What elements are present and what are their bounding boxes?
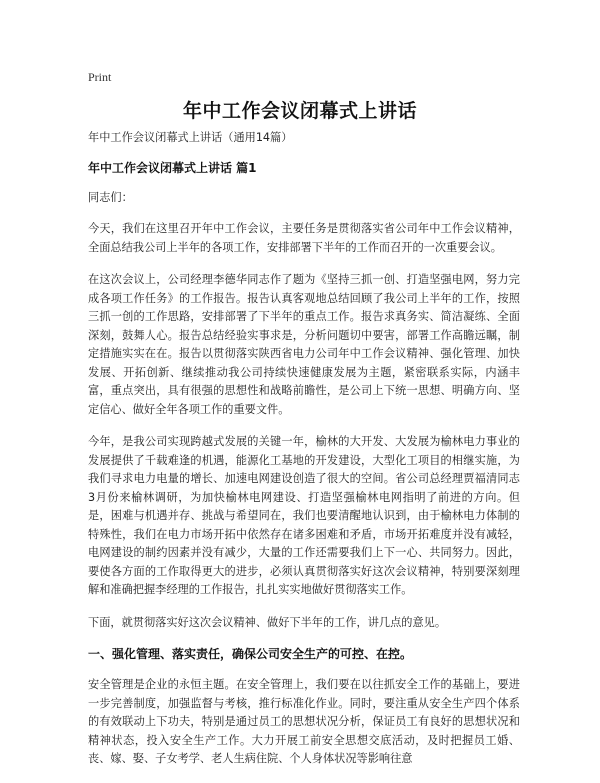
paragraph: 今年，是我公司实现跨越式发展的关键一年，榆林的大开发、大发展为榆林电力事业的发展提供了千载难逢的机遇，能源化工基地的开发建设，大型化工项目的相继实施，为我们寻求电力电量的增长、加速电网建设创造了很大的空间。省公司总经理贾福清同志3月份来榆林调研，为加快榆林电网建设、打造坚强榆林电网指明了前进的方向。但是，困难与机遇并存、挑战与希望同在，我们也要清醒地认识到，由于榆林电力体制的特殊性，我们在电力市场开拓中依然存在诸多困难和矛盾，市场开拓难度并没有减轻，电网建设的制约因素并没有减少，大量的工作还需要我们上下一心、共同努力。因此，要使各方面的工作取得更大的进步，必须认真贯彻落实好这次会议精神，特别要深刻理解和准确把握李经理的工作报告，扎扎实实地做好贯彻落实工作。 [88, 435, 520, 596]
print-link[interactable]: Print [88, 70, 112, 84]
page-title: 年中工作会议闭幕式上讲话 [182, 100, 417, 122]
subheading: 一、强化管理、落实责任，确保公司安全生产的可控、在控。 [88, 647, 413, 661]
paragraph: 安全管理是企业的永恒主题。在安全管理上，我们要在以往抓安全工作的基础上，要进一步完善制度，加强监督与考核，推行标准化作业。同时，要注重从安全生产四个体系的有效联动上下功夫，特别是通过员工的思想状况分析，保证员工有良好的思想状况和精神状态，投入安全生产工作。大力开展工前安全思想交底活动，及时把握员工婚、丧、嫁、娶、子女考学、老人生病住院、个人身体状况等影响往意 [88, 678, 520, 765]
paragraph: 今天，我们在这里召开年中工作会议，主要任务是贯彻落实省公司年中工作会议精神，全面总结我公司上半年的各项工作，安排部署下半年的工作而召开的一次重要会议。 [88, 222, 520, 254]
paragraph: 下面，就贯彻落实好这次会议精神、做好下半年的工作，讲几点的意见。 [88, 615, 447, 629]
section-heading: 年中工作会议闭幕式上讲话 篇1 [88, 161, 257, 175]
article-body [88, 130, 520, 783]
article-subtitle: 年中工作会议闭幕式上讲话（通用14篇） [88, 131, 293, 144]
greeting: 同志们： [88, 191, 133, 204]
paragraph: 在这次会议上，公司经理李德华同志作了题为《坚持三抓一创、打造坚强电网，努力完成各项工作任务》的工作报告。报告认真客观地总结回顾了我公司上半年的工作，按照三抓一创的工作思路，安排部署了下半年的重点工作。报告求真务实、简洁凝练、全面深刻，鼓舞人心。报告总结经验实事求是，分析问题切中要害，部署工作高瞻远瞩，制定措施实实在在。报告以贯彻落实陕西省电力公司年中工作会议精神、强化管理、加快发展、开拓创新、继续推动我公司持续快速健康发展为主题，紧密联系实际，内涵丰富，重点突出，具有很强的思想性和战略前瞻性，是公司上下统一思想、明确方向、坚定信心、做好全年各项工作的重要文件。 [88, 273, 520, 416]
